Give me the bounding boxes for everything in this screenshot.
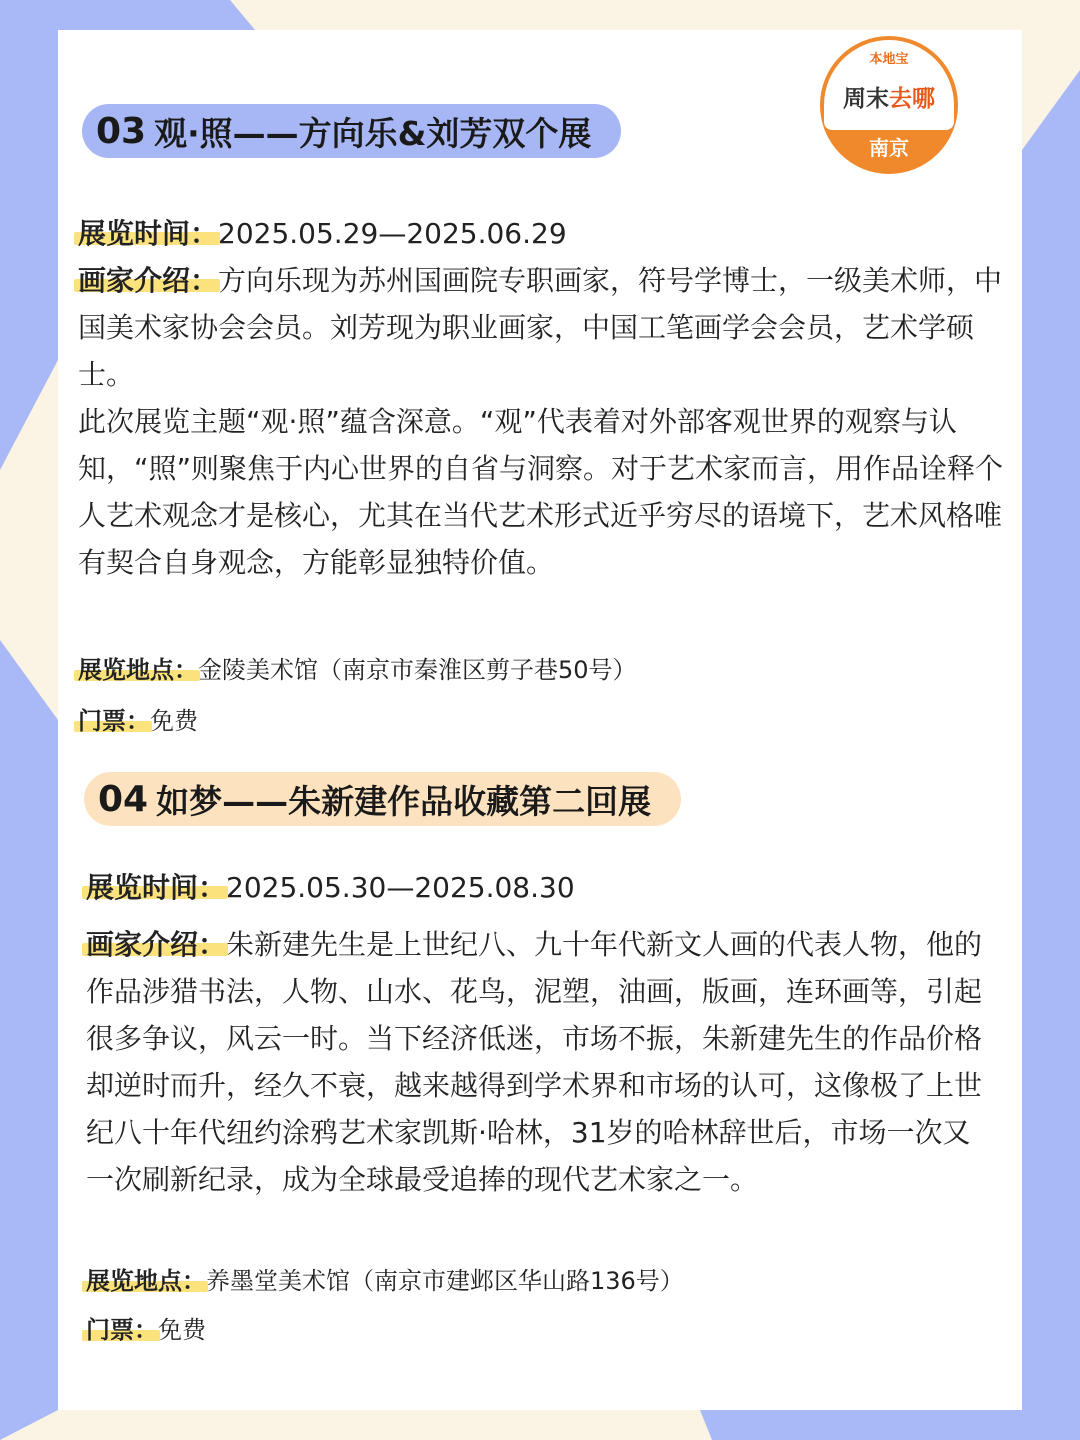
- venue-value: 金陵美术馆（南京市秦淮区剪子巷50号）: [198, 656, 637, 684]
- ticket-value: 免费: [158, 1316, 206, 1344]
- section-04-ticket: [86, 1310, 998, 1350]
- exhibition-intro: 此次展览主题“观·照”蕴含深意。“观”代表着对外部客观世界的观察与认知，“照”则聚焦于内心世界的自省与洞察。对于艺术家而言，用作品诠释个人艺术观念才是核心，尤其在当代艺术形式近乎穷尽的语境下，艺术风格唯有契合自身观念，方能彰显独特价值。: [78, 405, 1004, 579]
- ticket-row: [86, 1310, 998, 1350]
- ticket-label: 门票：: [86, 1316, 158, 1344]
- section-title-text: 如梦——朱新建作品收藏第二回展: [156, 781, 652, 821]
- venue-row: [86, 1261, 998, 1301]
- section-04-body: [86, 864, 998, 1203]
- badge-city: 南京: [869, 136, 909, 160]
- ticket-row: [78, 701, 1004, 741]
- venue-label: 展览地点：: [86, 1267, 206, 1295]
- section-04-venue: [86, 1261, 998, 1301]
- section-title-text: 观·照——方向乐&刘芳双个展: [154, 113, 592, 153]
- ticket-value: 免费: [150, 707, 198, 735]
- section-number: 04: [98, 778, 149, 820]
- section-number: 03: [96, 110, 147, 152]
- brand-badge: [820, 36, 958, 174]
- venue-value: 养墨堂美术馆（南京市建邺区华山路136号）: [206, 1267, 684, 1295]
- section-03-ticket: [78, 701, 1004, 741]
- date-value: 2025.05.29—2025.06.29: [218, 217, 567, 250]
- ticket-label: 门票：: [78, 707, 150, 735]
- artist-text: 朱新建先生是上世纪八、九十年代新文人画的代表人物，他的作品涉猎书法，人物、山水、花鸟，泥塑，油画，版画，连环画等，引起很多争议，风云一时。当下经济低迷，市场不振，朱新建先生的作品价格却逆时而升，经久不衰，越来越得到学术界和市场的认可，这像极了上世纪八十年代纽约涂鸦艺术家凯斯·哈林，31岁的哈林辞世后，市场一次又一次刷新纪录，成为全球最受追捧的现代艺术家之一。: [86, 928, 983, 1196]
- venue-row: [78, 650, 1004, 690]
- exhibition-date-row: [78, 210, 1004, 257]
- section-03-body: [78, 210, 1004, 586]
- date-label: 展览时间：: [86, 871, 227, 904]
- section-title-03: [82, 104, 621, 158]
- artist-intro-row: [86, 921, 998, 1203]
- artist-label: 画家介绍：: [78, 264, 219, 297]
- section-title-04: [84, 772, 681, 826]
- date-label: 展览时间：: [78, 217, 219, 250]
- section-03-venue: [78, 650, 1004, 690]
- date-value: 2025.05.30—2025.08.30: [226, 871, 575, 904]
- badge-title: 周末去哪: [843, 86, 935, 112]
- artist-label: 画家介绍：: [86, 928, 227, 961]
- artist-intro-row: [78, 257, 1004, 398]
- exhibition-date-row: [86, 864, 998, 911]
- badge-brand-small: 本地宝: [869, 52, 909, 67]
- artist-text: 方向乐现为苏州国画院专职画家，符号学博士，一级美术师，中国美术家协会会员。刘芳现为职业画家，中国工笔画学会会员，艺术学硕士。: [78, 264, 1003, 391]
- venue-label: 展览地点：: [78, 656, 198, 684]
